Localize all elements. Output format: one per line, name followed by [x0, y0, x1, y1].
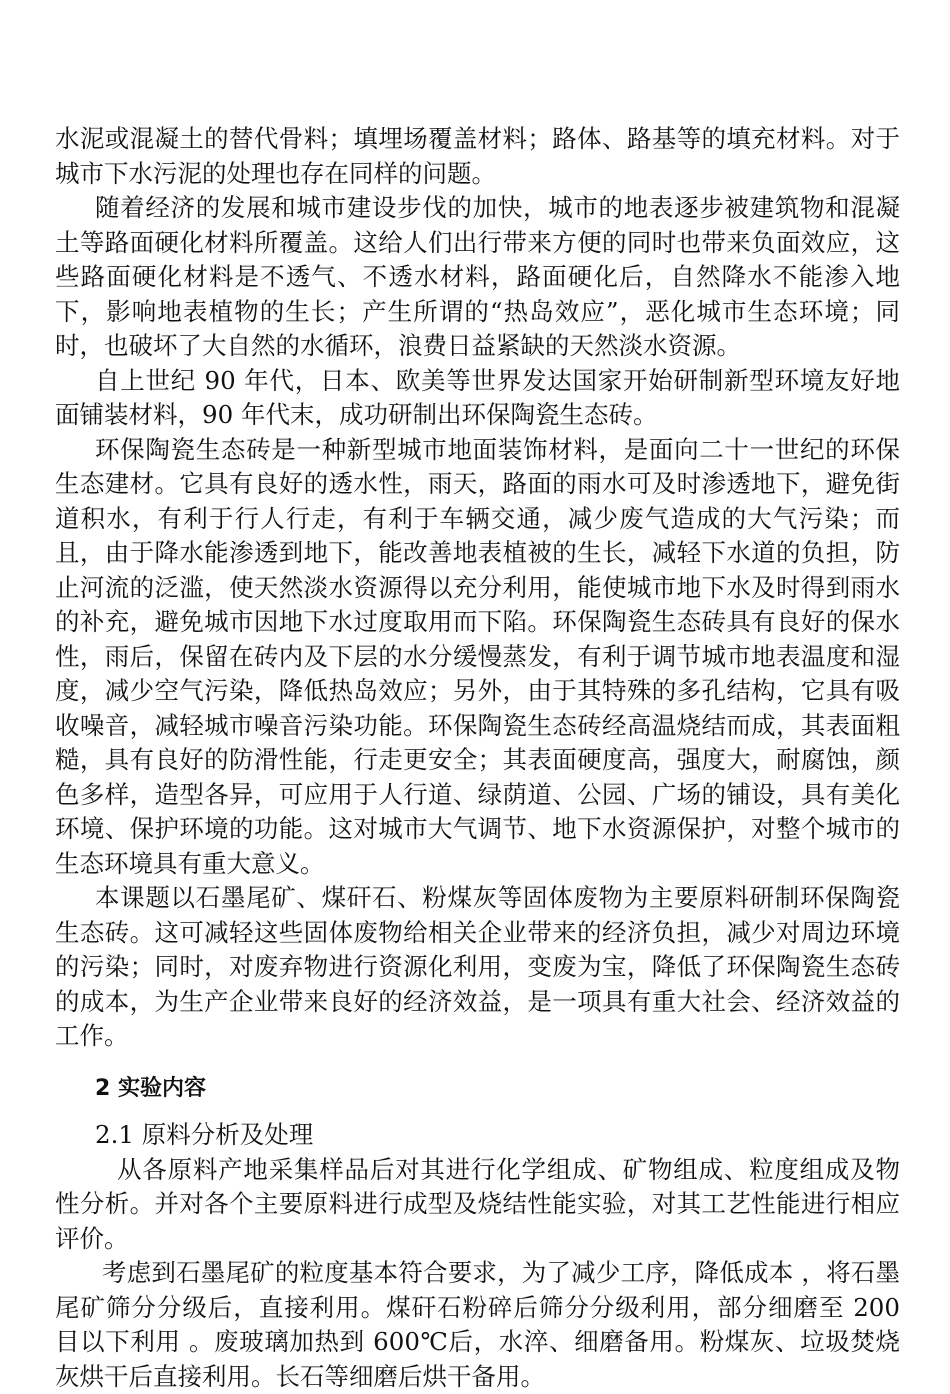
paragraph-project-purpose: 本课题以石墨尾矿、煤矸石、粉煤灰等固体废物为主要原料研制环保陶瓷生态砖。这可减轻这些固体废物给相关企业带来的经济负担，减少对周边环境的污染；同时，对废弃物进行资源化利用，变废为宝，降低了环保陶瓷生态砖的成本，为生产企业带来良好的经济效益，是一项具有重大社会、经济效益的工作。 — [55, 883, 900, 1050]
section-heading: 2 实验内容 — [95, 1075, 206, 1101]
paragraph-eco-brick-benefits: 环保陶瓷生态砖是一种新型城市地面装饰材料，是面向二十一世纪的环保生态建材。它具有良好的透水性，雨天，路面的雨水可及时渗透地下，避免街道积水，有利于行人行走，有利于车辆交通，减少废气造成的大气污染；而且，由于降水能渗透到地下，能改善地表植被的生长，减轻下水道的负担，防止河流的泛滥，使天然淡水资源得以充分利用，能使城市地下水及时得到雨水的补充，避免城市因地下水过度取用而下陷。环保陶瓷生态砖具有良好的保水性，雨后，保留在砖内及下层的水分缓慢蒸发，有利于调节城市地表温度和湿度，减少空气污染，降低热岛效应；另外，由于其特殊的多孔结构，它具有吸收噪音，减轻城市噪音污染功能。环保陶瓷生态砖经高温烧结而成，其表面粗糙，具有良好的防滑性能，行走更安全；其表面硬度高，强度大，耐腐蚀，颜色多样，造型各异，可应用于人行道、绿荫道、公园、广场的铺设，具有美化环境、保护环境的功能。这对城市大气调节、地下水资源保护，对整个城市的生态环境具有重大意义。 — [55, 434, 900, 878]
paragraph-history: 自上世纪 90 年代，日本、欧美等世界发达国家开始研制新型环境友好地面铺装材料，90 年代末，成功研制出环保陶瓷生态砖。 — [55, 365, 900, 429]
paragraph-urbanization: 随着经济的发展和城市建设步伐的加快，城市的地表逐步被建筑物和混凝土等路面硬化材料所覆盖。这给人们出行带来方便的同时也带来负面效应，这些路面硬化材料是不透气、不透水材料，路面硬化后，自然降水不能渗入地下，影响地表植物的生长；产生所谓的“热岛效应”，恶化城市生态环境；同时，也破坏了大自然的水循环，浪费日益紧缺的天然淡水资源。 — [55, 193, 900, 360]
paragraph-continuation: 水泥或混凝土的替代骨料；填埋场覆盖材料；路体、路基等的填充材料。对于城市下水污泥的处理也存在同样的问题。 — [55, 124, 900, 188]
document-page — [55, 122, 900, 1394]
paragraph-processing: 考虑到石墨尾矿的粒度基本符合要求，为了减少工序，降低成本 ，将石墨尾矿筛分分级后，直接利用。煤矸石粉碎后筛分分级利用，部分细磨至 200 目以下利用 。废玻璃加热到 600℃后，水淬、细磨备用。粉煤灰、垃圾焚烧灰烘干后直接利用。长石等细磨后烘干备用。 — [55, 1258, 900, 1391]
subsection-heading: 2.1 原料分析及处理 — [95, 1119, 314, 1149]
paragraph-sampling: 从各原料产地采集样品后对其进行化学组成、矿物组成、粒度组成及物性分析。并对各个主要原料进行成型及烧结性能实验，对其工艺性能进行相应评价。 — [55, 1154, 900, 1253]
